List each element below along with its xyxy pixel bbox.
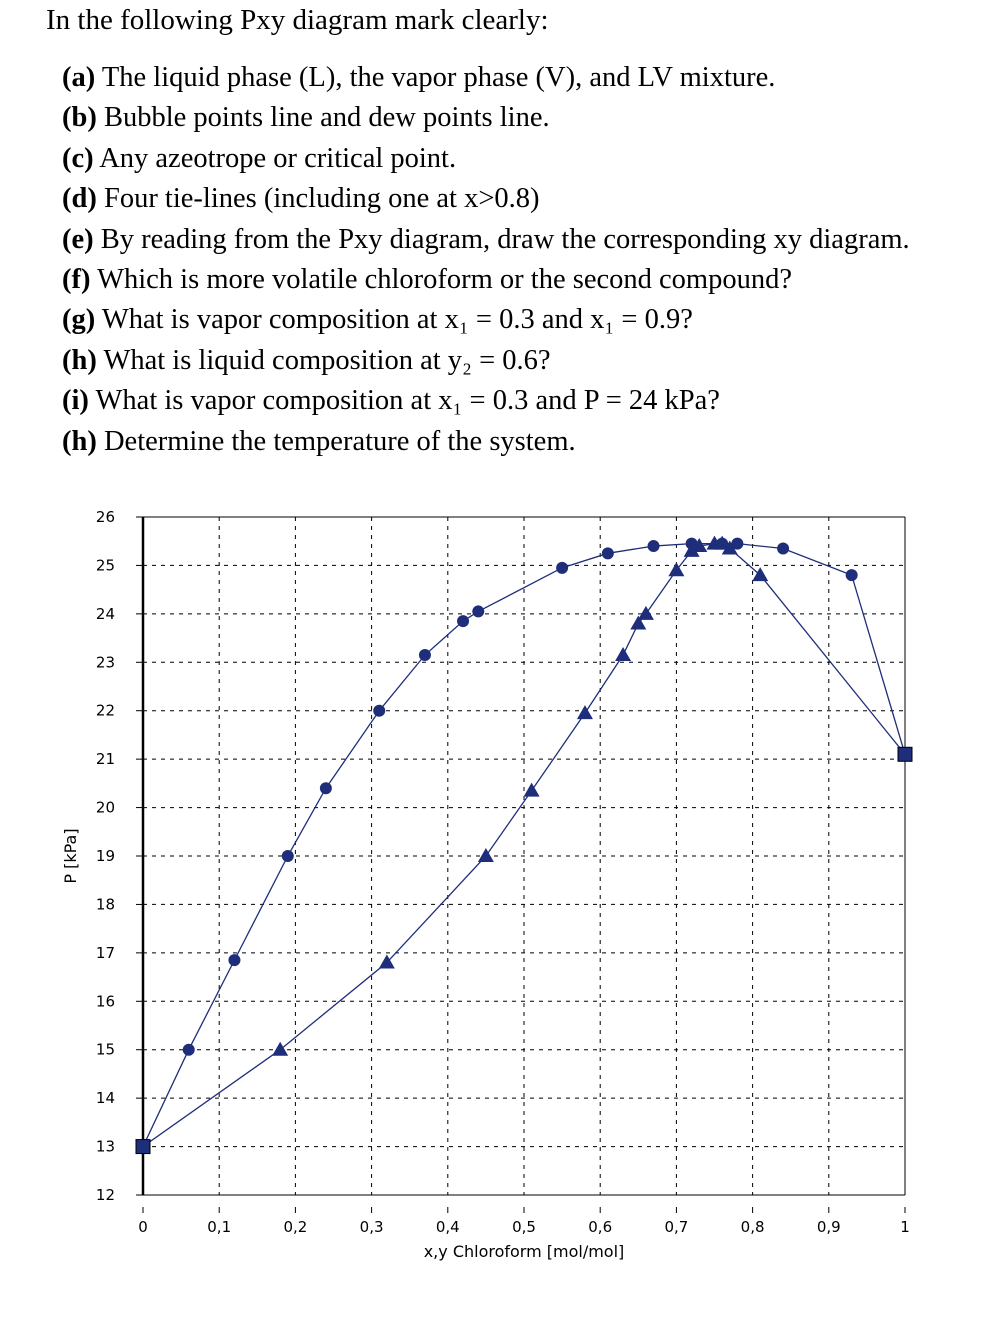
question-label: (g) [62, 304, 96, 336]
question-item [62, 300, 910, 340]
bubble-point-marker [183, 1044, 195, 1056]
y-tick-label: 21 [95, 750, 115, 769]
bubble-point-marker [846, 569, 858, 581]
bubble-point-marker [320, 782, 332, 794]
x-tick-label: 0,1 [207, 1218, 232, 1236]
question-item [62, 422, 910, 462]
dew-point-marker [524, 783, 540, 797]
dew-point-marker [615, 647, 631, 661]
bubble-point-marker [648, 540, 660, 552]
question-list [62, 58, 910, 462]
bubble-point-marker [373, 705, 385, 717]
x-tick-label: 0,8 [740, 1218, 765, 1236]
question-text: Which is more volatile chloroform or the second compound? [90, 263, 792, 295]
y-tick-label: 13 [95, 1137, 115, 1156]
heading: In the following Pxy diagram mark clearly: [46, 4, 549, 36]
y-tick-label: 12 [95, 1186, 115, 1204]
bubble-point-marker [556, 562, 568, 574]
dew-point-marker [577, 705, 593, 719]
question-text: Any azeotrope or critical point. [93, 142, 457, 174]
question-label: (b) [62, 102, 97, 134]
y-tick-label: 22 [95, 701, 115, 720]
bubble-point-marker [228, 954, 240, 966]
pure-component-marker [136, 1140, 150, 1154]
question-label: (f) [62, 263, 91, 295]
x-axis-title: x,y Chloroform [mol/mol] [423, 1242, 625, 1261]
question-text: What is vapor composition at x₁ = 0.3 and x₁ = 0.9? [95, 304, 693, 336]
question-item [62, 98, 910, 138]
x-tick-label: 0,3 [359, 1218, 384, 1236]
question-label: (a) [62, 62, 96, 93]
dew-point-marker [478, 848, 494, 862]
x-tick-label: 0,4 [435, 1218, 460, 1236]
x-tick-label: 0,6 [588, 1218, 613, 1236]
question-label: (h) [62, 344, 97, 376]
bubble-point-marker [419, 649, 431, 661]
y-tick-label: 14 [95, 1089, 115, 1108]
question-label: (d) [62, 183, 97, 215]
y-tick-label: 20 [95, 798, 115, 817]
question-item [62, 179, 910, 219]
y-tick-label: 19 [95, 847, 115, 865]
x-tick-label: 0,9 [816, 1218, 841, 1236]
question-text: Bubble points line and dew points line. [96, 102, 550, 134]
bubble-point-marker [602, 547, 614, 559]
y-axis-title: P [kPa] [61, 828, 80, 884]
question-item [62, 139, 910, 179]
dew-point-marker [668, 562, 684, 576]
bubble-point-marker [282, 850, 294, 862]
question-label: (e) [62, 223, 94, 255]
y-tick-label: 24 [95, 604, 115, 623]
question-item [62, 260, 910, 300]
question-text: What is vapor composition at x₁ = 0.3 and P = 24 kPa? [88, 385, 720, 417]
question-item [62, 58, 910, 98]
bubble-point-marker [457, 615, 469, 627]
question-text: What is liquid composition at y₂ = 0.6? [96, 344, 551, 376]
dew-point-marker [752, 567, 768, 581]
bubble-point-marker [777, 542, 789, 554]
question-item [62, 220, 910, 260]
y-tick-label: 18 [95, 895, 115, 914]
y-tick-label: 25 [95, 556, 115, 575]
question-text: Determine the temperature of the system. [96, 425, 576, 457]
question-text: Four tie-lines (including one at x>0.8) [96, 183, 540, 215]
x-tick-label: 0,7 [664, 1218, 689, 1236]
question-label: (i) [62, 385, 89, 417]
question-label: (h) [62, 425, 97, 457]
y-tick-label: 23 [95, 653, 115, 672]
x-tick-label: 0,2 [283, 1218, 308, 1236]
bubble-point-marker [472, 605, 484, 617]
pure-component-marker [898, 747, 912, 761]
x-tick-label: 0 [138, 1218, 148, 1236]
question-label: (c) [62, 142, 94, 174]
dew-point-marker [638, 606, 654, 620]
question-text: By reading from the Pxy diagram, draw the corresponding xy diagram. [93, 223, 910, 255]
pxy-chart [0, 490, 1004, 1324]
question-item [62, 341, 910, 381]
y-tick-label: 15 [95, 1040, 115, 1059]
y-tick-label: 16 [95, 992, 115, 1011]
question-item [62, 381, 910, 421]
x-tick-label: 0,5 [512, 1218, 536, 1236]
y-tick-label: 26 [95, 508, 115, 526]
x-tick-label: 1 [900, 1218, 910, 1236]
y-tick-label: 17 [95, 943, 115, 962]
dew-point-marker [272, 1042, 288, 1056]
question-text: The liquid phase (L), the vapor phase (V), and LV mixture. [95, 62, 776, 93]
